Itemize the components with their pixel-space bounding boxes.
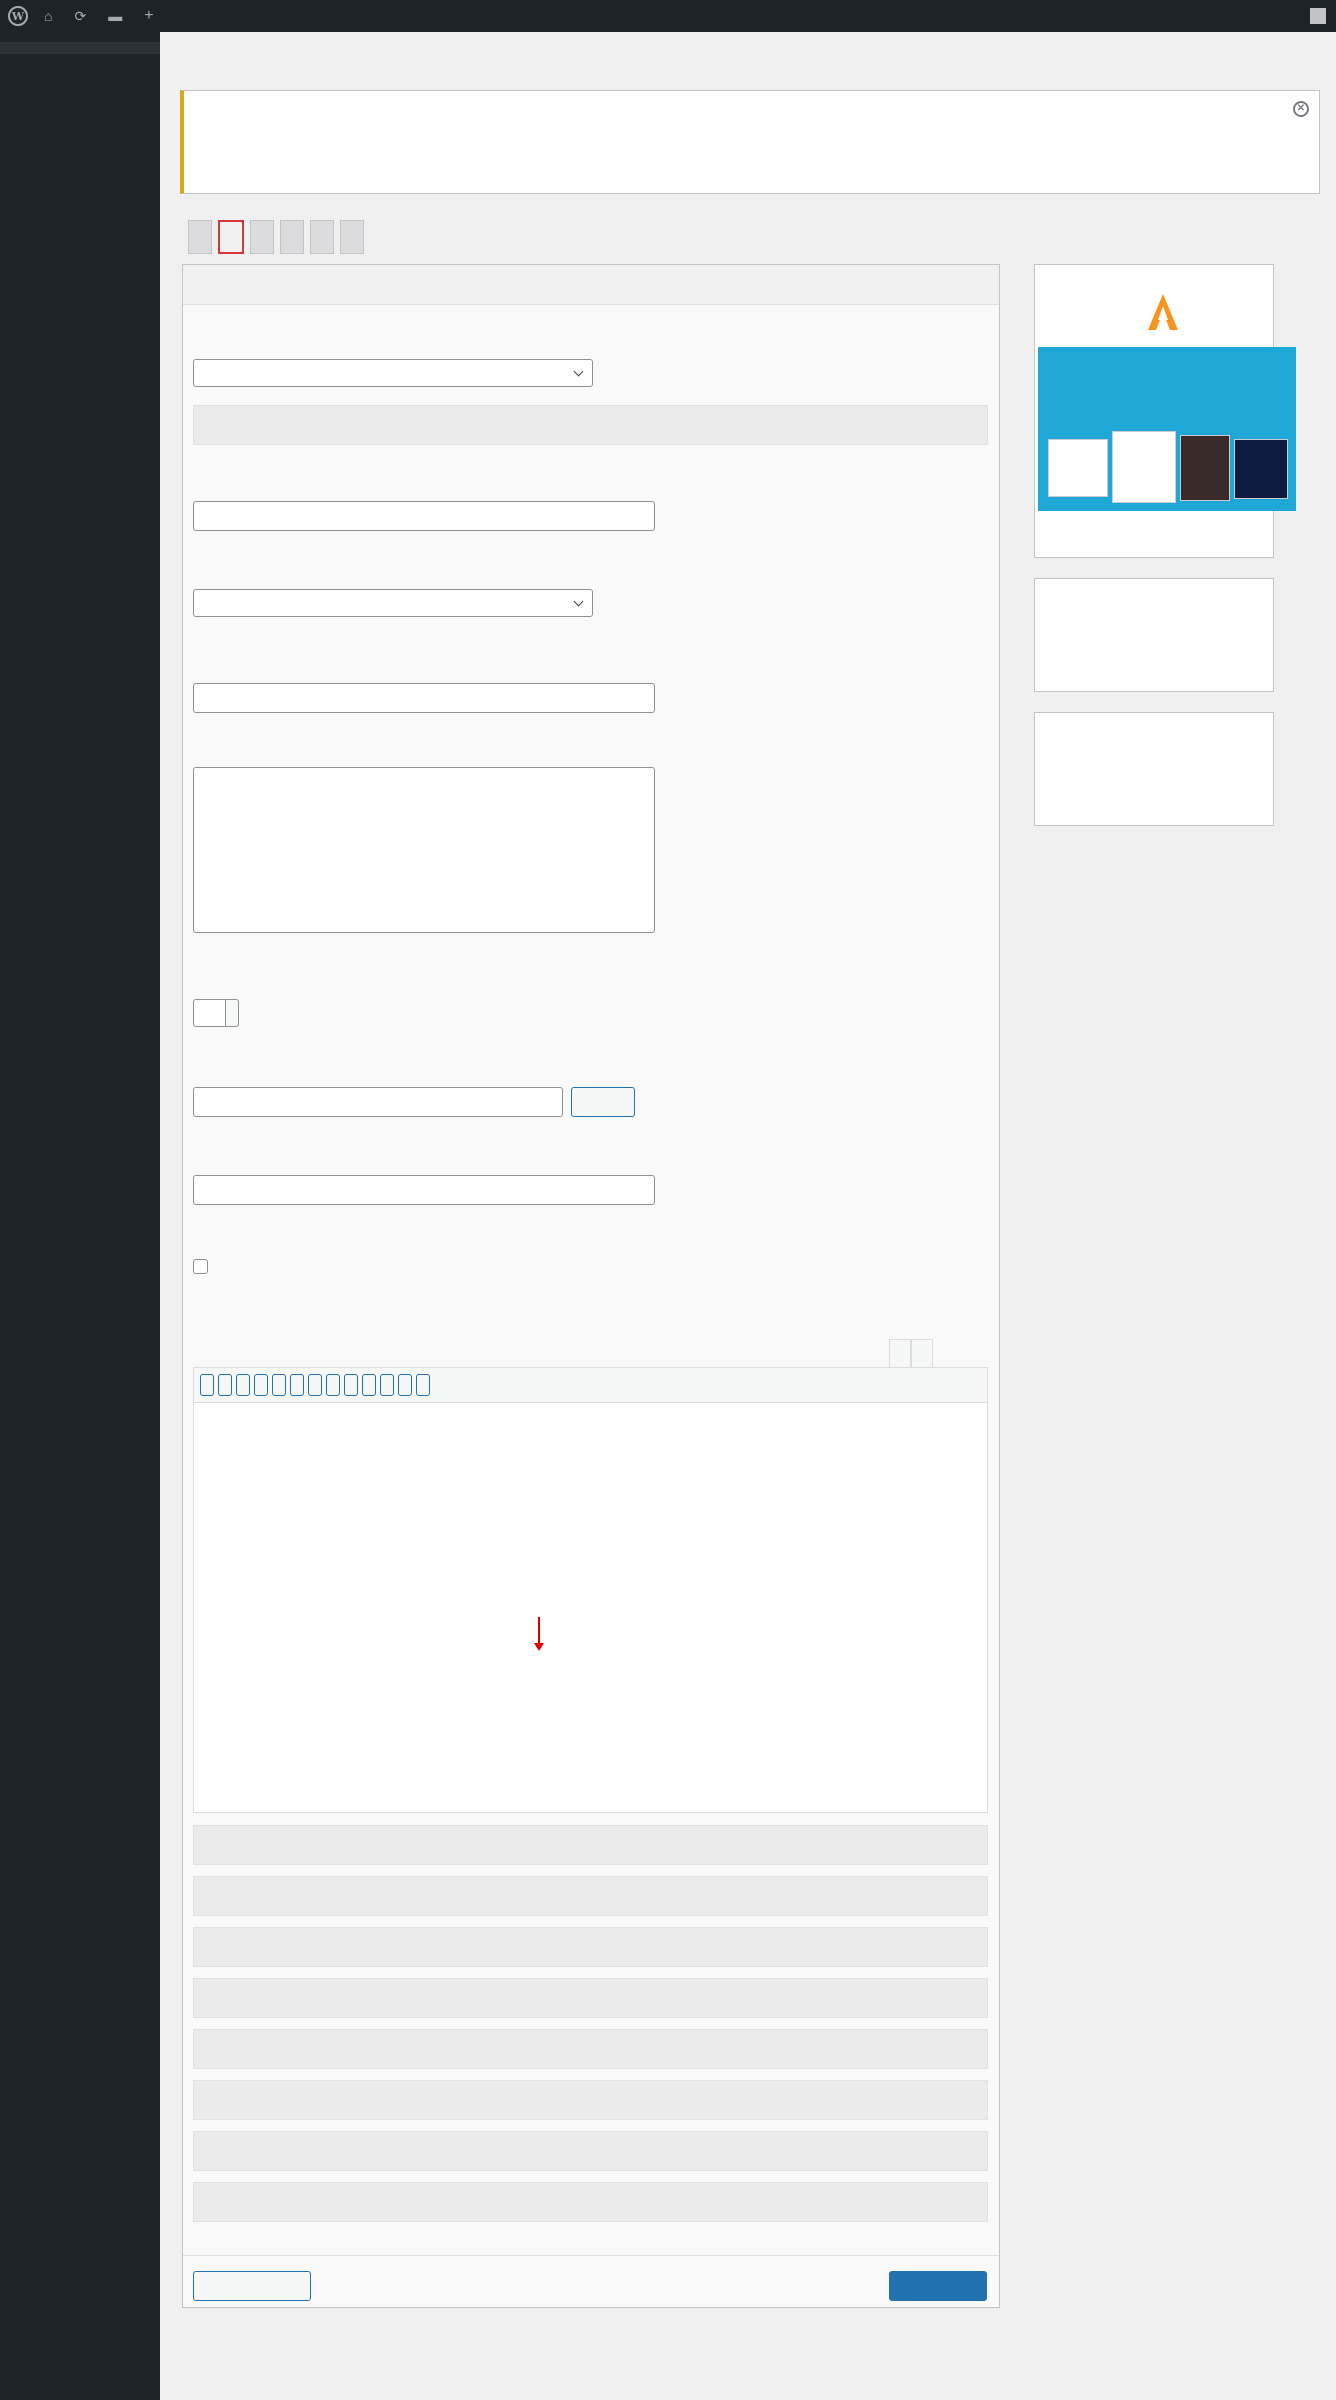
mock-screen-3	[1180, 435, 1230, 501]
updates-icon: ⟳	[74, 7, 87, 24]
tab-short-codes[interactable]	[340, 220, 364, 254]
plugin-notice	[180, 90, 1320, 194]
documentation-box	[1034, 712, 1274, 826]
upload-button[interactable]	[571, 1087, 635, 1117]
section-8-header[interactable]	[193, 2131, 988, 2171]
qt-blockquote-button[interactable]	[254, 1374, 268, 1396]
qt-more-button[interactable]	[398, 1374, 412, 1396]
home-icon: ⌂	[44, 8, 53, 24]
qt-link-button[interactable]	[236, 1374, 250, 1396]
promo-banner[interactable]	[1038, 287, 1296, 511]
admin-bar	[0, 0, 1336, 32]
section-2-header[interactable]	[193, 1825, 988, 1865]
qt-ins-button[interactable]	[290, 1374, 304, 1396]
promo-image	[1038, 347, 1296, 511]
forum-box	[1034, 578, 1274, 692]
num-sections-select[interactable]	[193, 359, 593, 387]
plus-icon: +	[144, 7, 154, 24]
container-class-input[interactable]	[193, 501, 655, 531]
chevron-down-icon	[574, 366, 584, 376]
alexathemes-logo	[1038, 287, 1296, 337]
css-class-input[interactable]	[193, 1175, 655, 1205]
bg-image-input[interactable]	[193, 1087, 563, 1117]
panel-title	[183, 265, 999, 305]
section-7-header[interactable]	[193, 2080, 988, 2120]
section-description-textarea[interactable]	[193, 767, 655, 933]
chevron-down-icon	[574, 596, 584, 606]
close-icon[interactable]: ✕	[1293, 101, 1309, 117]
wordpress-logo-icon[interactable]: W	[0, 0, 36, 32]
appearance-submenu	[0, 42, 160, 54]
tab-contact-page[interactable]	[310, 220, 334, 254]
mock-screen-1	[1048, 439, 1108, 497]
new-content-link[interactable]	[136, 0, 167, 32]
section-4-header[interactable]	[193, 1927, 988, 1967]
avatar	[1310, 8, 1326, 24]
hide-section-checkbox[interactable]	[193, 1259, 208, 1274]
qt-ol-button[interactable]	[344, 1374, 358, 1396]
section-6-header[interactable]	[193, 2029, 988, 2069]
restore-defaults-button[interactable]	[193, 2271, 311, 2301]
qt-close-tags-button[interactable]	[416, 1374, 430, 1396]
qt-del-button[interactable]	[272, 1374, 286, 1396]
save-options-button[interactable]	[889, 2271, 987, 2301]
section-content-editor[interactable]	[193, 1403, 988, 1813]
our-themes-box	[1034, 264, 1274, 558]
tab-visual[interactable]	[889, 1339, 911, 1367]
site-name-link[interactable]	[36, 0, 66, 32]
animation-type-select[interactable]	[193, 589, 593, 617]
admin-sidebar	[0, 32, 160, 2400]
panel-divider	[183, 2255, 999, 2256]
qt-ul-button[interactable]	[326, 1374, 340, 1396]
my-account[interactable]	[1302, 8, 1336, 24]
options-tabs	[188, 220, 364, 254]
section-5-header[interactable]	[193, 1978, 988, 2018]
editor-tabs	[889, 1339, 933, 1367]
comments-link[interactable]	[100, 0, 136, 32]
tab-sections[interactable]	[218, 220, 244, 254]
comment-icon: ▬	[108, 8, 123, 24]
mock-screen-4	[1234, 439, 1288, 499]
sections-panel	[182, 264, 1000, 2308]
qt-italic-button[interactable]	[218, 1374, 232, 1396]
section-1-header[interactable]	[193, 405, 988, 445]
mock-screen-2	[1112, 431, 1176, 503]
updates-link[interactable]	[66, 0, 100, 32]
alexa-logo-icon	[1146, 292, 1180, 332]
color-swatch	[194, 1000, 226, 1026]
quicktags-toolbar	[193, 1367, 988, 1403]
qt-img-button[interactable]	[308, 1374, 322, 1396]
qt-bold-button[interactable]	[200, 1374, 214, 1396]
tab-basic-settings[interactable]	[188, 220, 212, 254]
tab-homepage-slider[interactable]	[250, 220, 274, 254]
qt-code-button[interactable]	[380, 1374, 394, 1396]
section-title-input[interactable]	[193, 683, 655, 713]
qt-li-button[interactable]	[362, 1374, 376, 1396]
section-9-header[interactable]	[193, 2182, 988, 2222]
select-color-button[interactable]	[193, 999, 239, 1027]
tab-footer[interactable]	[280, 220, 304, 254]
annotation-arrow	[534, 1617, 544, 1651]
tab-text[interactable]	[911, 1339, 933, 1367]
section-3-header[interactable]	[193, 1876, 988, 1916]
